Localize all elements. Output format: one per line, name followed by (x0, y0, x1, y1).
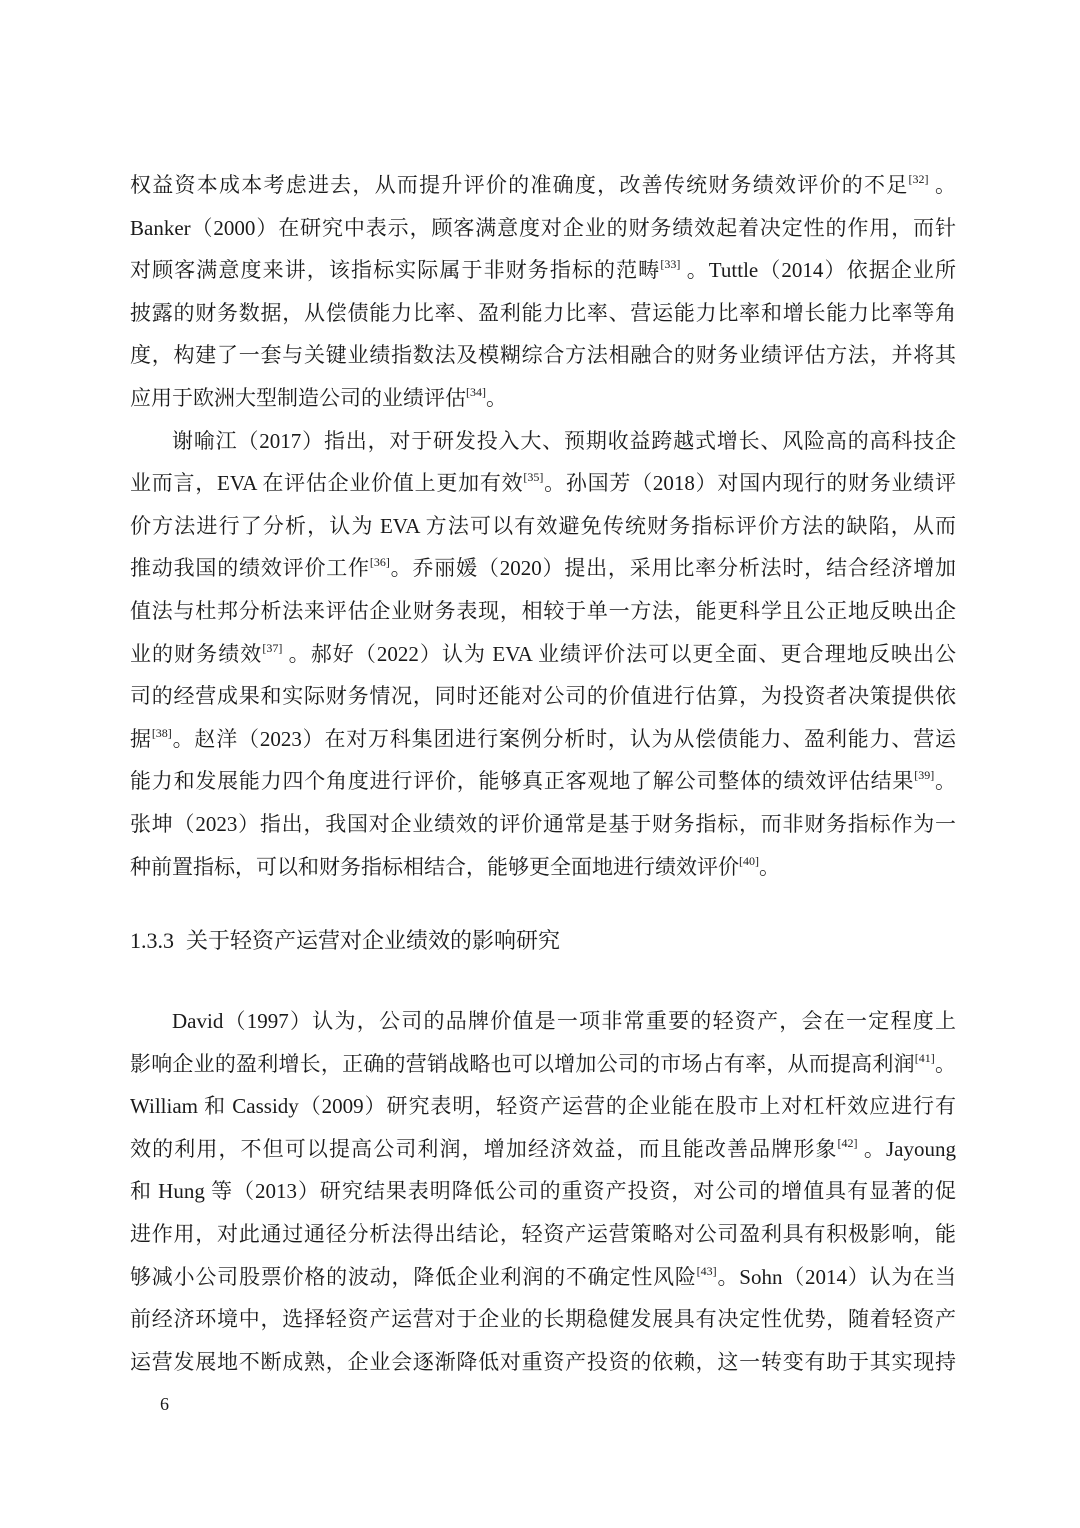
citation-ref: [36] (369, 555, 390, 570)
text-run: 。Tuttle（2014）依据企业所 (680, 258, 957, 283)
citation-ref: [35] (523, 470, 544, 485)
text-run: 业的财务绩效 (130, 641, 263, 666)
text-run: 推动我国的绩效评价工作 (130, 556, 370, 581)
text-line (130, 553, 956, 583)
text-line (130, 468, 956, 498)
text-run: 披露的财务数据，从偿债能力比率、盈利能力比率、营运能力比率和增长能力比率等角 (130, 300, 956, 325)
text-line (172, 1006, 956, 1036)
text-line (130, 298, 956, 328)
citation-ref: [38] (151, 725, 172, 740)
text-line (130, 852, 956, 882)
text-line (130, 1262, 956, 1292)
text-line (130, 766, 956, 796)
text-run: 对顾客满意度来讲，该指标实际属于非财务指标的范畴 (130, 258, 661, 283)
text-line (130, 213, 956, 243)
text-run: 值法与杜邦分析法来评估企业财务表现，相较于单一方法，能更科学且公正地反映出企 (130, 599, 956, 623)
text-line (172, 426, 956, 456)
text-line (130, 1176, 956, 1206)
text-run: 权益资本成本考虑进去，从而提升评价的准确度，改善传统财务绩效评价的不足 (130, 173, 909, 197)
citation-ref: [34] (466, 385, 486, 399)
text-line (130, 383, 956, 413)
text-line (130, 340, 956, 370)
text-line (130, 809, 956, 839)
citation-ref: [40] (739, 853, 759, 868)
text-run: 和 Hung 等（2013）研究结果表明降低公司的重资产投资，对公司的增值具有显著的促 (130, 1179, 956, 1204)
text-run: 应用于欧洲大型制造公司的业绩评估 (130, 386, 466, 410)
text-line (130, 170, 956, 200)
citation-ref: [37] (262, 640, 283, 655)
text-line (130, 596, 956, 626)
text-line (130, 511, 956, 541)
text-run: 谢喻江（2017）指出，对于研发投入大、预期收益跨越式增长、风险高的高科技企 (172, 428, 956, 453)
text-run: 前经济环境中，选择轻资产运营对于企业的长期稳健发展具有决定性优势，随着轻资产 (130, 1307, 956, 1332)
text-run: 。Jayoung (857, 1136, 956, 1161)
text-run: 。赵洋（2023）在对万科集团进行案例分析时，认为从偿债能力、盈利能力、营运 (171, 726, 957, 751)
text-run: 影响企业的盈利增长，正确的营销战略也可以增加公司的市场占有率，从而提高利润 (130, 1051, 915, 1076)
text-line (130, 639, 956, 669)
citation-ref: [32] (908, 172, 929, 186)
text-run: 业而言，EVA 在评估企业价值上更加有效 (130, 471, 524, 496)
text-line (130, 1134, 956, 1164)
text-line (130, 1049, 956, 1079)
citation-ref: [43] (696, 1263, 717, 1278)
section-number: 1.3.3 (130, 928, 174, 953)
text-line (130, 681, 956, 711)
text-run: 张坤（2023）指出，我国对企业绩效的评价通常是基于财务指标，而非财务指标作为一 (130, 812, 956, 836)
text-run: 司的经营成果和实际财务情况，同时还能对公司的价值进行估算，为投资者决策提供依 (130, 684, 956, 709)
text-run: 进作用，对此通过通径分析法得出结论，轻资产运营策略对公司盈利具有积极影响，能 (130, 1222, 956, 1246)
text-run: 。Sohn（2014）认为在当 (716, 1264, 957, 1289)
text-line (130, 1091, 956, 1121)
text-run: 够减小公司股票价格的波动，降低企业利润的不确定性风险 (130, 1264, 697, 1289)
citation-ref: [41] (914, 1050, 935, 1065)
text-run: 效的利用，不但可以提高公司利润，增加经济效益，而且能改善品牌形象 (130, 1136, 838, 1161)
page-number: 6 (160, 1394, 169, 1414)
text-run: 。 (486, 386, 507, 410)
text-run: 。 (934, 1051, 957, 1076)
text-run: 运营发展地不断成熟，企业会逐渐降低对重资产投资的依赖，这一转变有助于其实现持 (130, 1349, 956, 1374)
section-title: 关于轻资产运营对企业绩效的影响研究 (186, 929, 561, 954)
text-run: David（1997）认为，公司的品牌价值是一项非常重要的轻资产，会在一定程度上 (172, 1009, 956, 1033)
text-run: 。 (759, 854, 780, 879)
text-run: William 和 Cassidy（2009）研究表明，轻资产运营的企业能在股市上对杠杆效应进行有 (130, 1094, 956, 1119)
text-run: 据 (130, 726, 152, 751)
text-line (130, 1304, 956, 1334)
citation-ref: [39] (914, 768, 935, 783)
text-line (130, 724, 956, 754)
text-run: 种前置指标，可以和财务指标相结合，能够更全面地进行绩效评价 (130, 854, 739, 879)
text-run: 。 (928, 173, 957, 197)
text-run: 。乔丽媛（2020）提出，采用比率分析法时，结合经济增加 (389, 556, 957, 581)
text-line (130, 1219, 956, 1249)
citation-ref: [42] (837, 1135, 858, 1150)
text-run: 。 (934, 769, 957, 794)
text-line (130, 1347, 956, 1377)
citation-ref: [33] (660, 257, 681, 272)
text-run: 。郝好（2022）认为 EVA 业绩评价法可以更全面、更合理地反映出公 (282, 641, 957, 666)
text-run: 能力和发展能力四个角度进行评价，能够真正客观地了解公司整体的绩效评估结果 (130, 769, 915, 794)
text-run: 度，构建了一套与关键业绩指数法及模糊综合方法相融合的财务业绩评估方法，并将其 (130, 343, 956, 368)
text-run: 。孙国芳（2018）对国内现行的财务业绩评 (543, 471, 956, 496)
text-run: Banker（2000）在研究中表示，顾客满意度对企业的财务绩效起着决定性的作用，而针 (130, 215, 956, 240)
text-run: 价方法进行了分析，认为 EVA 方法可以有效避免传统财务指标评价方法的缺陷，从而 (130, 513, 956, 538)
text-line (130, 255, 956, 285)
section-heading (130, 926, 560, 957)
